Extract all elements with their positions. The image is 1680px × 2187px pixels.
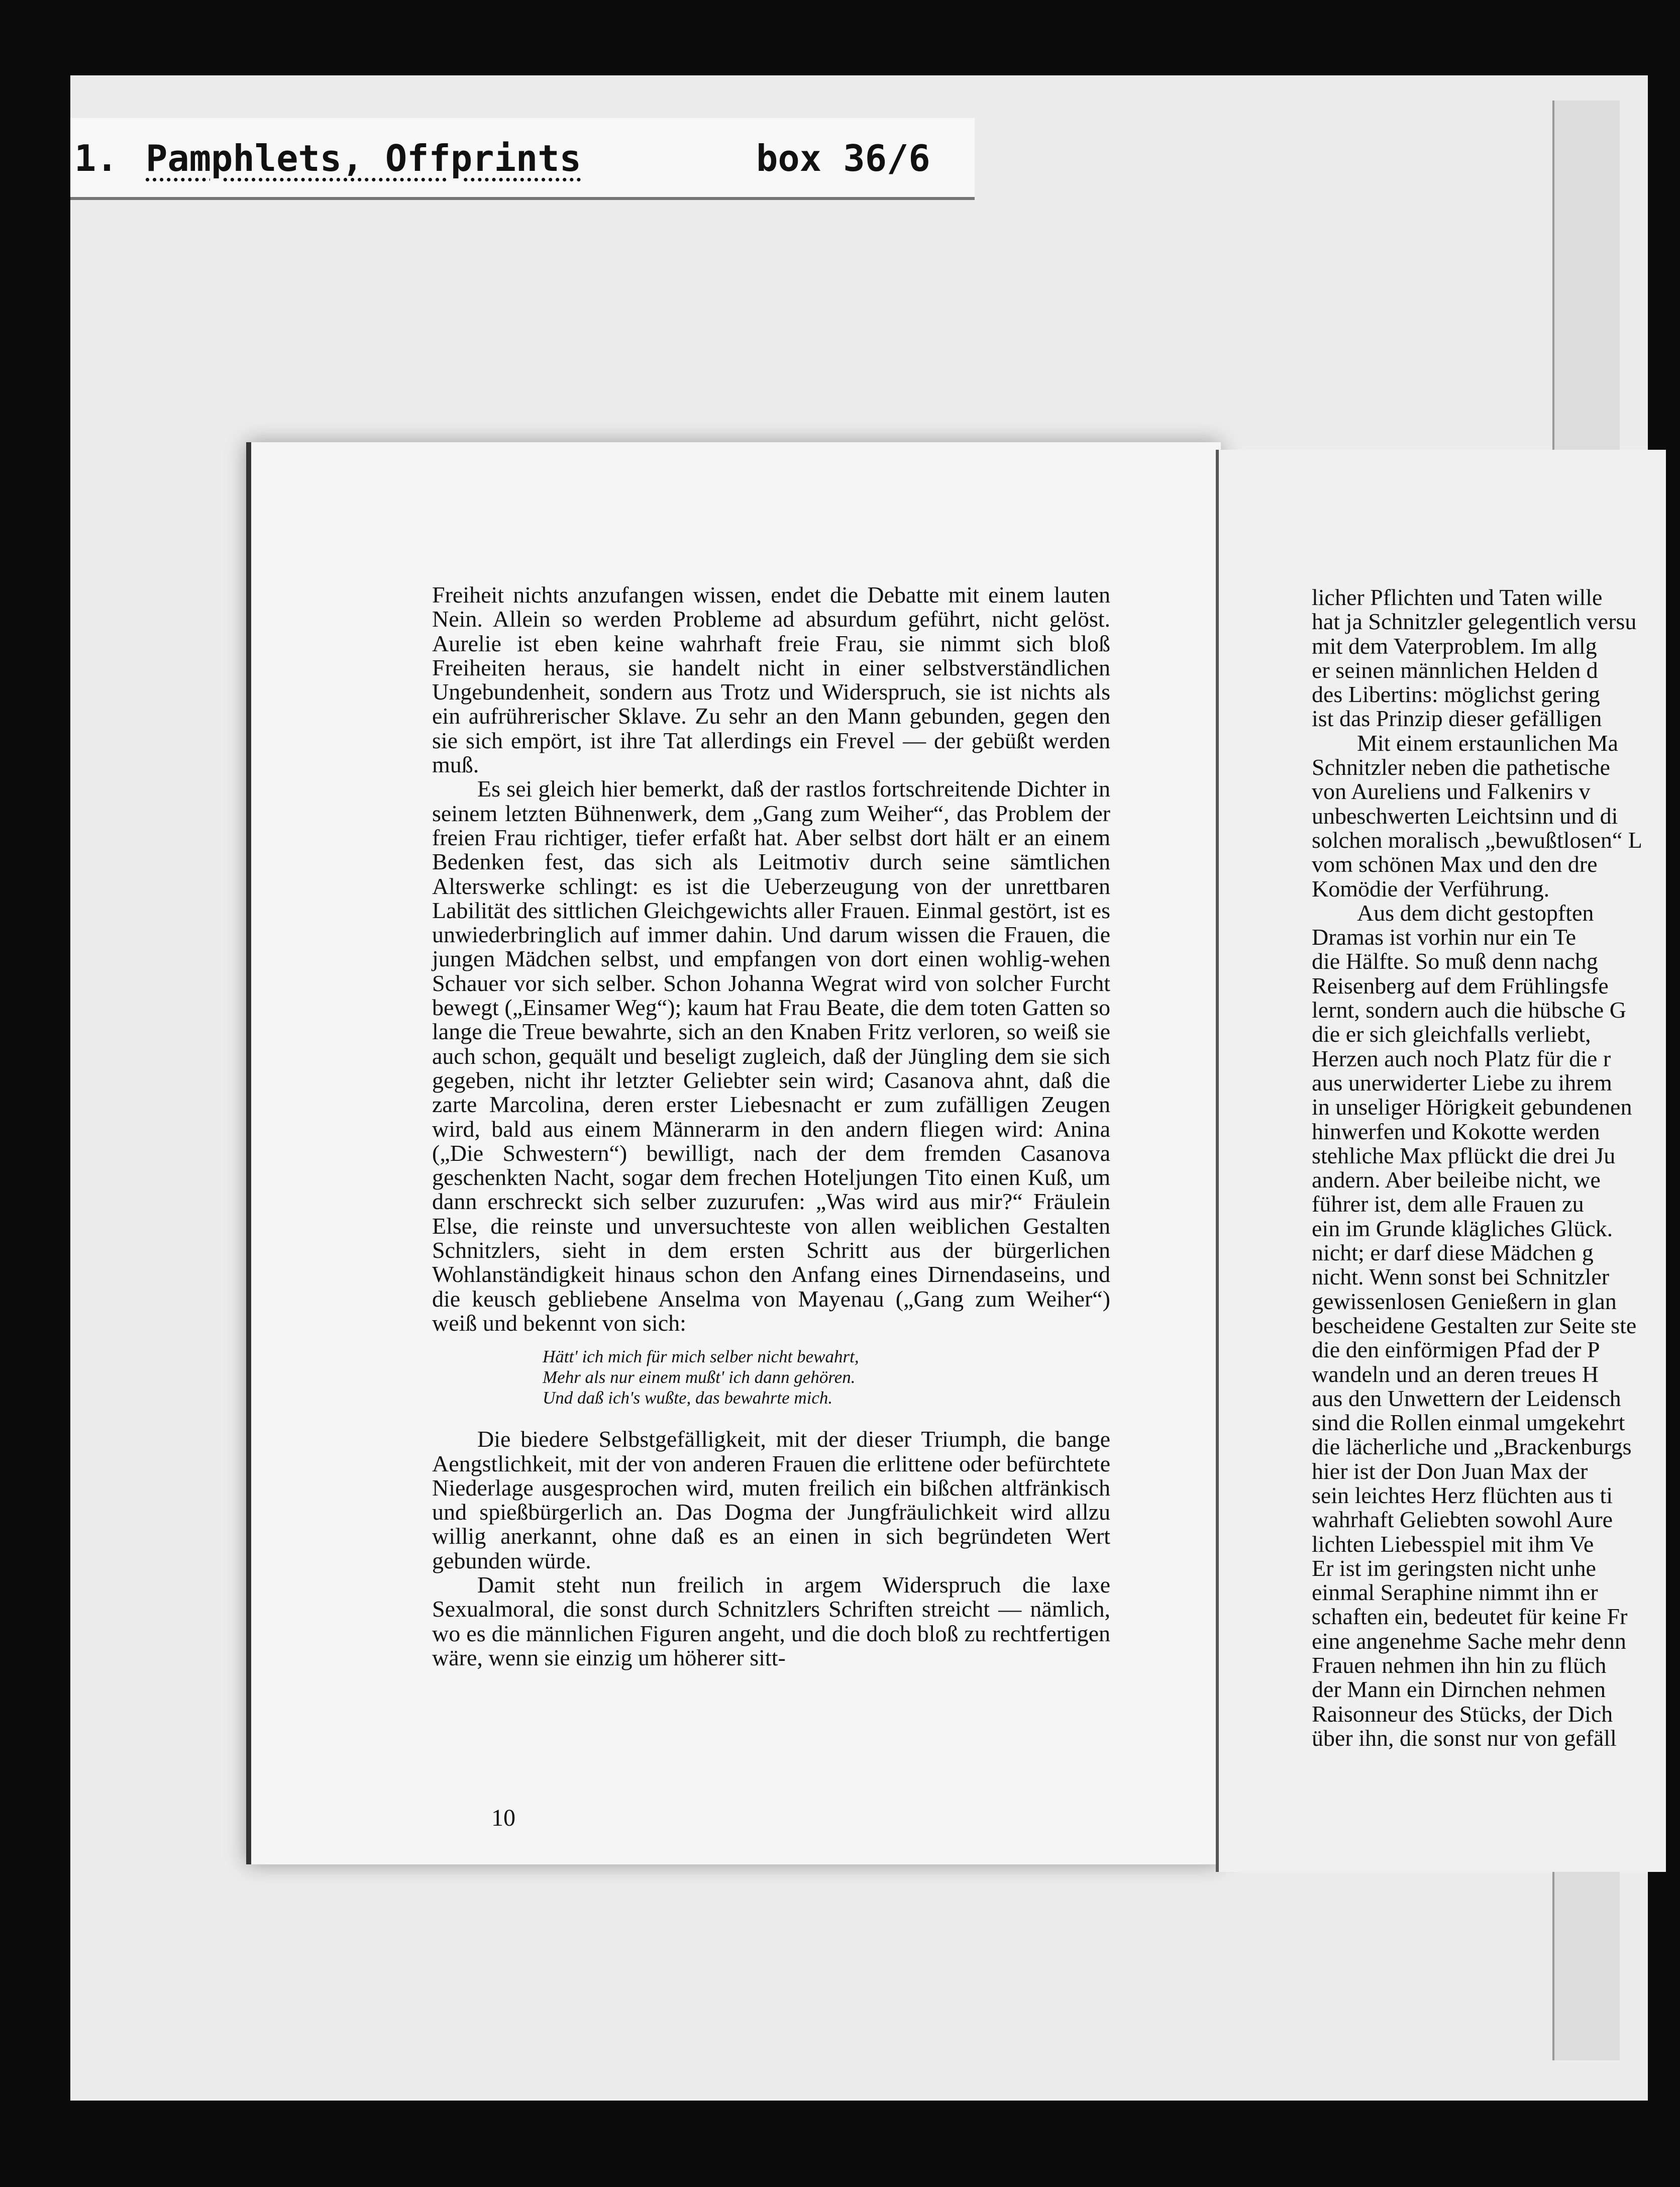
text-line: hinwerfen und Kokotte werden <box>1312 1118 1600 1144</box>
text-line: Reisenberg auf dem Frühlingsfe <box>1312 972 1609 999</box>
text-line: Schnitzler neben die pathetische <box>1312 754 1610 780</box>
text-line: einmal Seraphine nimmt ihn er <box>1312 1579 1598 1606</box>
text-line: andern. Aber beileibe nicht, we <box>1312 1167 1601 1193</box>
text-line: nicht. Wenn sonst bei Schnitzler <box>1312 1264 1610 1290</box>
text-line: wandeln und an deren treues H <box>1312 1361 1599 1387</box>
paragraph: Damit steht nun freilich in argem Widerspruch die laxe Sexualmoral, die sonst durch Schnitzlers Schriften streicht — nämlich, wo es die männlichen Figuren angeht, und die doch bloß zu rechtfertigen wäre, wenn sie einzig um höherer sitt- <box>432 1571 1110 1670</box>
text-line: Dramas ist vorhin nur ein Te <box>1312 924 1577 950</box>
right-page-text <box>1312 585 1666 1750</box>
verse-line: Hätt' ich mich für mich selber nicht bewahrt, <box>543 1347 859 1367</box>
text-line: des Libertins: möglichst gering <box>1312 681 1600 708</box>
text-line: der Mann ein Dirnchen nehmen <box>1312 1676 1606 1703</box>
text-line: bescheidene Gestalten zur Seite ste <box>1312 1312 1637 1338</box>
text-line: Komödie der Verführung. <box>1312 875 1550 902</box>
archive-label <box>70 118 975 198</box>
text-line: die lächerliche und „Brackenburgs <box>1312 1434 1632 1460</box>
text-line: Herzen auch noch Platz für die r <box>1312 1045 1611 1071</box>
text-line: sind die Rollen einmal umgekehrt <box>1312 1410 1625 1436</box>
text-line: gewissenlosen Genießern in glan <box>1312 1288 1617 1314</box>
label-rule <box>70 197 975 200</box>
text-line: die Hälfte. So muß denn nachg <box>1312 948 1598 974</box>
text-line: vom schönen Max und den dre <box>1312 851 1598 877</box>
text-line: er seinen männlichen Helden d <box>1312 657 1598 683</box>
paragraph: Es sei gleich hier bemerkt, daß der rastlos fortschreitende Dichter in seinem letzten Bühnenwerk, dem „Gang zum Weiher“, das Problem der freien Frau richtiger, tiefer erfaßt hat. Aber selbst dort hält er an einem Bedenken fest, das sich als Leitmotiv durch seine sämtlichen Alterswerke schlingt: es ist die Ueberzeugung von der unrettbaren Labilität des sittlichen Gleichgewichts aller Frauen. Einmal gestört, ist es unwiederbringlich auf immer dahin. Und darum wissen die Frauen, die jungen Mädchen selbst, und empfangen von dort einen wohlig-wehen Schauer vor sich selber. Schon Johanna Wegrat wird von solcher Furcht bewegt („Einsamer Weg“); kaum hat Frau Beate, die dem toten Gatten so lange die Treue bewahrte, sich an den Knaben Fritz verloren, so weiß sie auch schon, gequält und beseligt zugleich, daß der Jüngling dem sie sich gegeben, nicht ihr letzter Geliebter sein wird; Casanova ahnt, daß die zarte Marcolina, deren erster Liebesnacht er zum zufälligen Zeugen wird, bald aus einem Männerarm in den andern fliegen wird: Anina („Die Schwestern“) bewilligt, nach der dem fremden Casanova geschenkten Nacht, sogar dem frechen Hoteljungen Tito einen Kuß, um dann erschreckt sich selber zuzurufen: „Was wird aus mir?“ Fräulein Else, die reinste und unversuchteste von allen weiblichen Gestalten Schnitzlers, sieht in dem ersten Schritt aus der bürgerlichen Wohlanständigkeit hinaus schon den Anfang eines Dirnendaseins, und die keusch gebliebene Anselma von Mayenau („Gang zum Weiher“) weiß und bekennt von sich: <box>432 776 1110 1336</box>
text-line: hat ja Schnitzler gelegentlich versu <box>1312 609 1637 635</box>
verse-line: Und daß ich's wußte, das bewahrte mich. <box>543 1388 833 1408</box>
left-page-text <box>432 583 1110 1670</box>
text-line: stehliche Max pflückt die drei Ju <box>1312 1142 1616 1168</box>
text-line: die den einförmigen Pfad der P <box>1312 1337 1600 1363</box>
text-line: sein leichtes Herz flüchten aus ti <box>1312 1482 1613 1508</box>
text-line: licher Pflichten und Taten wille <box>1312 584 1603 610</box>
paragraph: Die biedere Selbstgefälligkeit, mit der dieser Triumph, die bange Aengstlichkeit, mit der von anderen Frauen die erlittene oder befürchtete Niederlage ausgesprochen wird, muten freilich ein bißchen altfränkisch und spießbürgerlich an. Das Dogma der Jungfräulichkeit wird allzu willig anerkannt, ohne daß es an einen in sich begründeten Wert gebunden würde. <box>432 1426 1110 1573</box>
text-line: Frauen nehmen ihn hin zu flüch <box>1312 1652 1607 1678</box>
verse-line: Mehr als nur einem mußt' ich dann gehören. <box>543 1367 856 1387</box>
text-line: ein im Grunde klägliches Glück. <box>1312 1215 1613 1241</box>
text-line: aus unerwiderter Liebe zu ihrem <box>1312 1069 1612 1096</box>
text-line: in unseliger Hörigkeit gebundenen <box>1312 1094 1632 1120</box>
text-line: Er ist im geringsten nicht unhe <box>1312 1555 1596 1581</box>
text-line: Raisonneur des Stücks, der Dich <box>1312 1701 1613 1727</box>
label-index: 1. <box>74 137 118 179</box>
text-line: aus den Unwettern der Leidensch <box>1312 1385 1621 1411</box>
text-line: unbeschwerten Leichtsinn und di <box>1312 803 1618 829</box>
text-line: eine angenehme Sache mehr denn <box>1312 1628 1626 1654</box>
page-number: 10 <box>491 1805 515 1831</box>
verse-quote <box>543 1346 1110 1408</box>
label-title: Pamphlets, Offprints <box>146 137 581 179</box>
text-line: von Aureliens und Falkenirs v <box>1312 778 1591 805</box>
label-box: box 36/6 <box>756 137 930 179</box>
text-line: lernt, sondern auch die hübsche G <box>1312 997 1626 1023</box>
paragraph: Freiheit nichts anzufangen wissen, endet die Debatte mit einem lauten Nein. Allein so werden Probleme ad absurdum geführt, nicht gelöst. Aurelie ist eben keine wahrhaft freie Frau, sie nimmt sich bloß Freiheiten heraus, sie handelt nicht in einer selbstverständlichen Ungebundenheit, sondern aus Trotz und Widerspruch, sie ist nichts als ein aufrührerischer Sklave. Zu sehr an den Mann gebunden, gegen den sie sich empört, ist ihre Tat allerdings ein Frevel — der gebüßt werden muß. <box>432 582 1110 778</box>
text-line: die er sich gleichfalls verliebt, <box>1312 1021 1591 1047</box>
text-line: nicht; er darf diese Mädchen g <box>1312 1240 1594 1266</box>
text-line: hier ist der Don Juan Max der <box>1312 1458 1588 1484</box>
text-line: schaften ein, bedeutet für keine Fr <box>1312 1604 1628 1630</box>
text-line: Mit einem erstaunlichen Ma <box>1357 730 1618 756</box>
right-page <box>1216 450 1666 1872</box>
text-line: führer ist, dem alle Frauen zu <box>1312 1191 1584 1217</box>
left-page <box>246 442 1221 1864</box>
text-line: lichten Liebesspiel mit ihm Ve <box>1312 1531 1594 1557</box>
text-line: Aus dem dicht gestopften <box>1357 900 1594 926</box>
text-line: ist das Prinzip dieser gefälligen <box>1312 706 1602 732</box>
text-line: solchen moralisch „bewußtlosen“ L <box>1312 827 1642 853</box>
text-line: über ihn, die sonst nur von gefäll <box>1312 1725 1617 1751</box>
text-line: wahrhaft Geliebten sowohl Aure <box>1312 1507 1613 1533</box>
text-line: mit dem Vaterproblem. Im allg <box>1312 633 1597 659</box>
